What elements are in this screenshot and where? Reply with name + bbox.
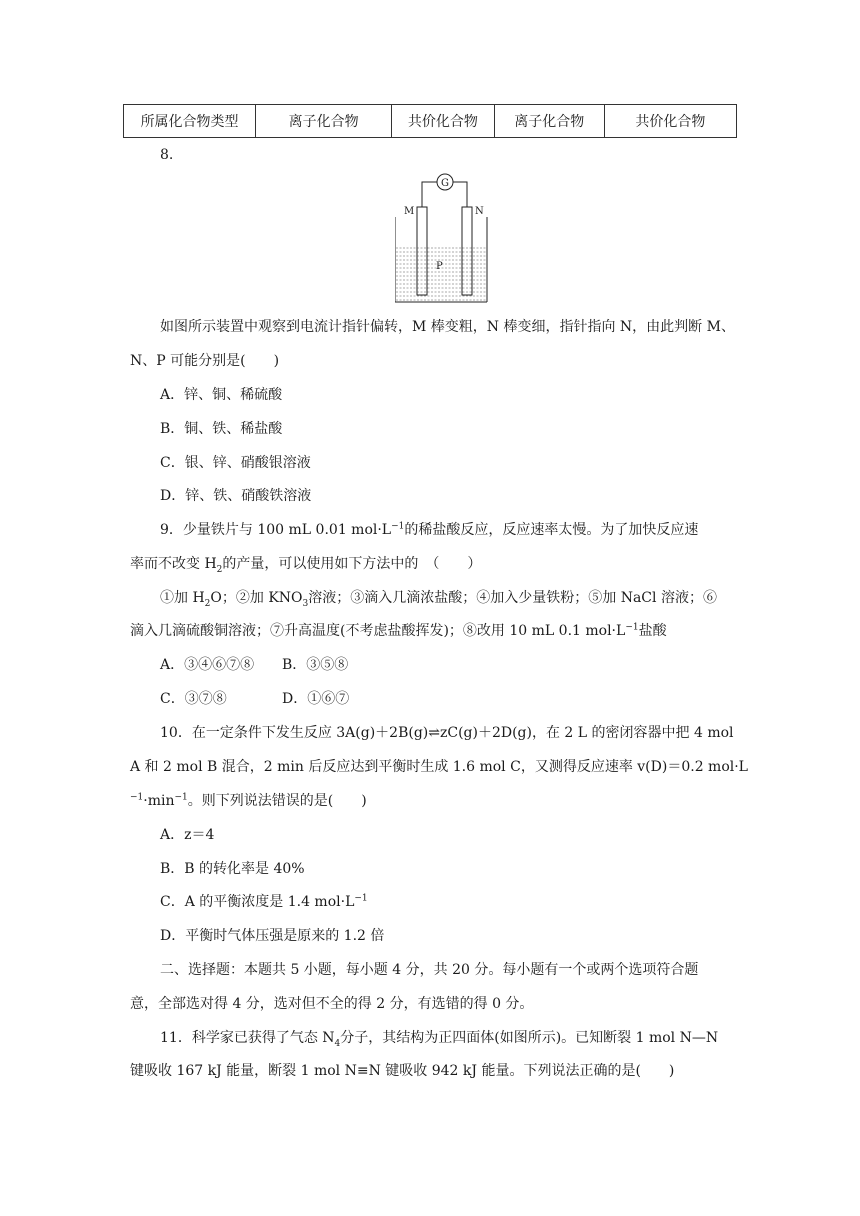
table-row <box>124 105 737 138</box>
q9-line3: ①加 $H_2O$；②加 $KNO_3$溶液；③滴入几滴浓盐酸；④加入少量铁粉；⑤加 NaCl 溶液；⑥ <box>160 590 717 609</box>
galvanic-cell-diagram <box>395 171 495 307</box>
q9-option-b: B．③⑤⑧ <box>282 657 349 673</box>
table-cell: 共价化合物 <box>604 105 736 138</box>
g-label: G <box>441 178 449 189</box>
q8-stem-line2: N、P 可能分别是( ) <box>130 353 280 369</box>
section2-line2: 意，全部选对得 4 分，选对但不全的得 2 分，有选错的得 0 分。 <box>130 996 534 1012</box>
table-row-label: 所属化合物类型 <box>124 105 256 138</box>
wire-right <box>453 182 467 207</box>
q9-line4: 滴入几滴硫酸铜溶液；⑦升高温度(不考虑盐酸挥发)；⑧改用 10 mL 0.1 $mol\cdot L^{-1}$盐酸 <box>130 622 667 639</box>
q10-option-b: B．B 的转化率是 40% <box>160 861 305 877</box>
section2-line1: 二、选择题：本题共 5 小题，每小题 4 分，共 20 分。每小题有一个或两个选项符合题 <box>160 962 699 978</box>
q9-option-d: D．①⑥⑦ <box>282 691 350 707</box>
q8-option-a: A．锌、铜、稀硫酸 <box>160 387 283 403</box>
compound-type-table <box>123 104 737 138</box>
q9-line2: 率而不改变 $H_2$的产量，可以使用如下方法中的 （ ） <box>130 556 482 575</box>
q11-line2: 键吸收 167 kJ 能量，断裂 1 mol N≡N 键吸收 942 kJ 能量。下列说法正确的是( ) <box>130 1063 675 1079</box>
q9-line1: 9．少量铁片与 100 mL 0.01 $mol\cdot L^{-1}$的稀盐酸反应，反应速率太慢。为了加快反应速 <box>160 521 699 538</box>
q10-option-a: A．z＝4 <box>160 827 215 843</box>
wire-left <box>422 182 437 207</box>
q9-option-c: C．③⑦⑧ <box>160 691 227 707</box>
q10-line2: A 和 2 mol B 混合，2 min 后反应达到平衡时生成 1.6 mol C，又测得反应速率 v(D)＝0.2 mol·L <box>130 759 748 775</box>
q10-line3: $^{-1}\cdot\min^{-1}$。则下列说法错误的是( ) <box>130 792 367 809</box>
q8-option-b: B．铜、铁、稀盐酸 <box>160 421 283 437</box>
q8-stem-line1: 如图所示装置中观察到电流计指针偏转，M 棒变粗，N 棒变细，指针指向 N，由此判断 M、 <box>160 319 735 335</box>
q10-line1: 10．在一定条件下发生反应 3A(g)＋2B(g)⇌zC(g)＋2D(g)，在 2 L 的密闭容器中把 4 mol <box>160 725 734 741</box>
q9-option-a: A．③④⑥⑦⑧ <box>160 657 255 673</box>
p-label: P <box>436 261 443 272</box>
m-label: M <box>404 206 415 217</box>
q10-option-c: C．A 的平衡浓度是 1.4 $mol\cdot L^{-1}$ <box>160 893 368 910</box>
table-cell: 共价化合物 <box>392 105 494 138</box>
n-label: N <box>475 206 484 217</box>
q8-number: 8. <box>160 147 174 163</box>
q10-option-d: D．平衡时气体压强是原来的 1.2 倍 <box>160 928 385 944</box>
q11-line1: 11．科学家已获得了气态 $N_4$分子，其结构为正四面体(如图所示)。已知断裂 1 mol N—N <box>160 1030 719 1049</box>
table-cell: 离子化合物 <box>494 105 604 138</box>
electrode-m <box>417 207 427 295</box>
electrode-n <box>462 207 472 295</box>
q8-option-c: C．银、锌、硝酸银溶液 <box>160 455 311 471</box>
table-cell: 离子化合物 <box>256 105 392 138</box>
q8-option-d: D．锌、铁、硝酸铁溶液 <box>160 488 312 504</box>
